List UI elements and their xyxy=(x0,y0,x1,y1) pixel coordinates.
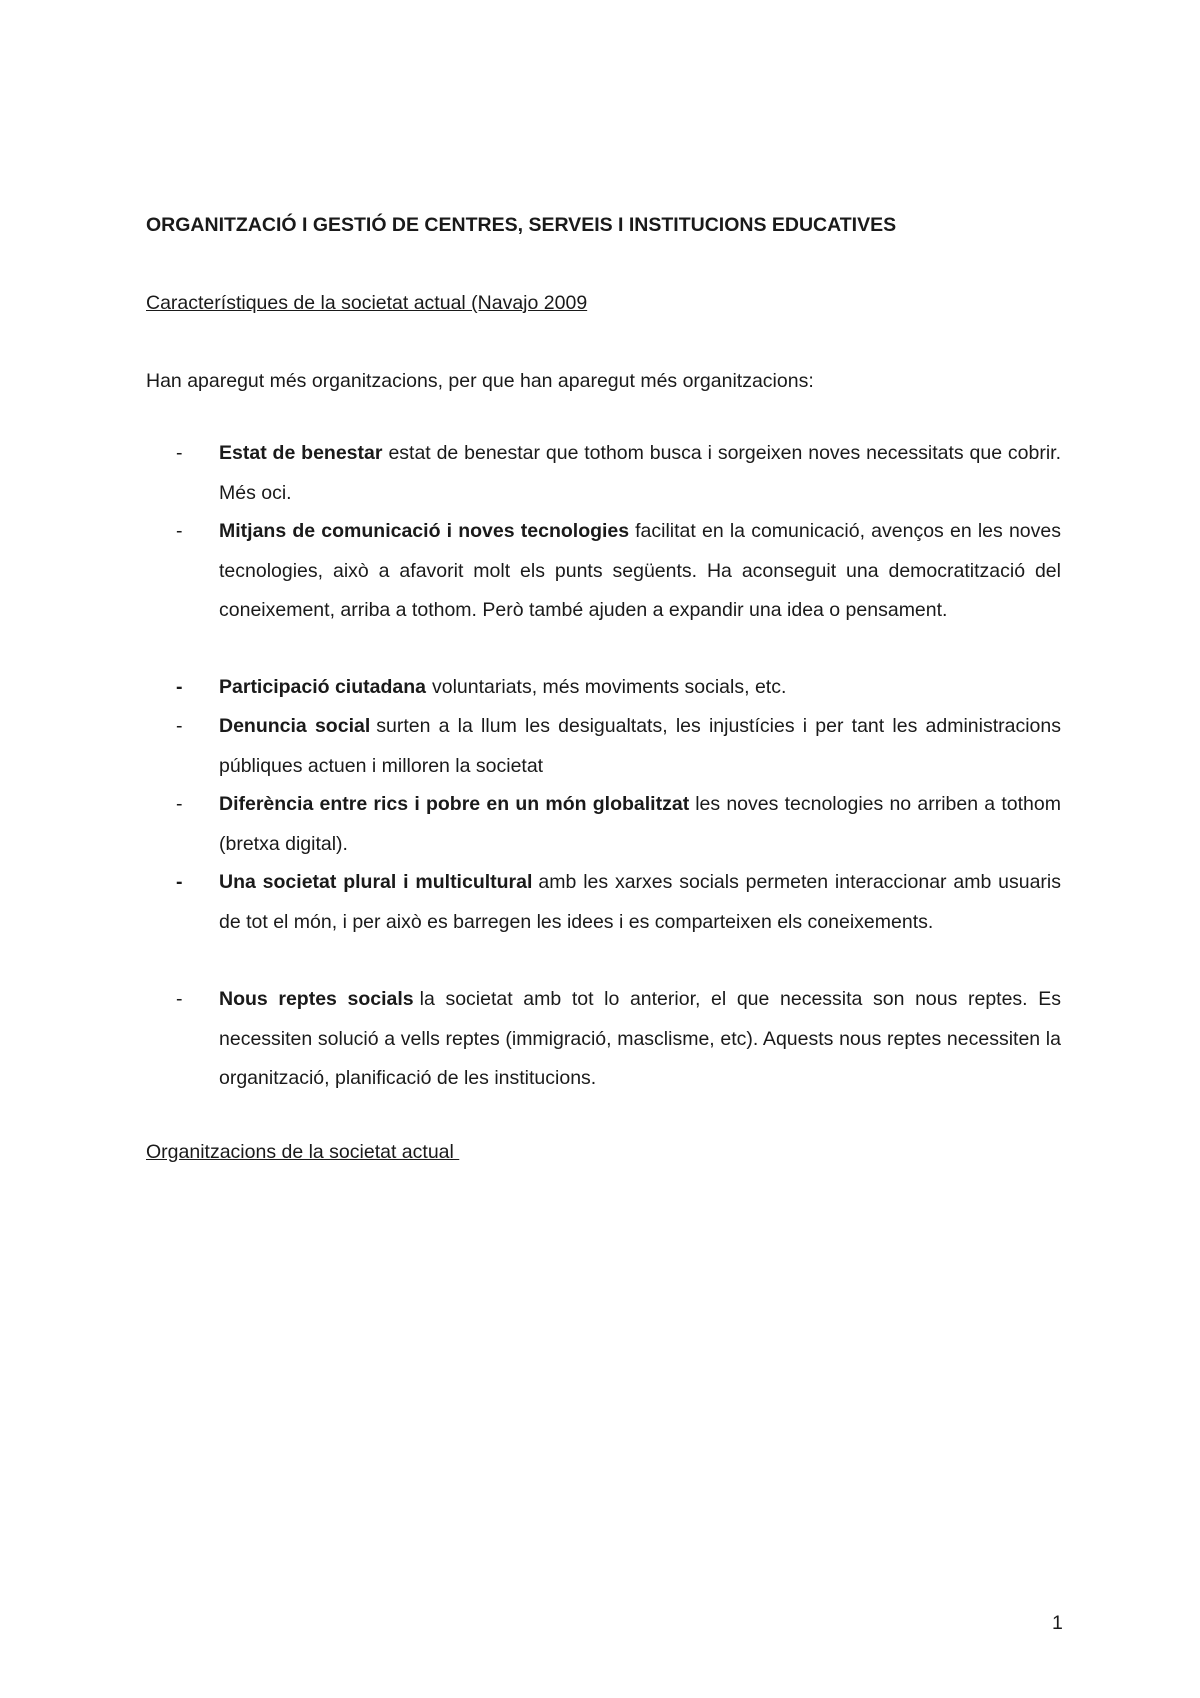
list-item-term: Participació ciutadana xyxy=(219,676,426,698)
page-number: 1 xyxy=(1052,1612,1063,1634)
bullet-dash: - xyxy=(176,442,183,464)
list-item-text xyxy=(219,434,1061,513)
list-item-description: voluntariats, més moviments socials, etc. xyxy=(432,676,787,698)
list-item-term: Mitjans de comunicació i noves tecnologies xyxy=(219,520,630,542)
list-item-text xyxy=(219,512,1061,630)
list-item-text xyxy=(219,668,1061,708)
section-heading-characteristics: Característiques de la societat actual (Navajo 2009 xyxy=(146,292,588,314)
list-item-description: facilitat en la comunicació, avenços en les noves tecnologies, això a afavorit molt els punts següents. Ha aconseguit una democratització del coneixement, arriba a tothom. Però també ajuden a expandir una idea o pensament. xyxy=(219,520,1061,621)
list-item-description: les noves tecnologies no arriben a tothom (bretxa digital). xyxy=(219,793,1061,855)
list-item-text xyxy=(219,707,1061,786)
list-item-description: estat de benestar que tothom busca i sorgeixen noves necessitats que cobrir. Més oci. xyxy=(219,442,1062,504)
list-item-text xyxy=(219,980,1061,1098)
intro-paragraph: Han aparegut més organitzacions, per que han aparegut més organitzacions: xyxy=(146,370,814,392)
list-item-description: amb les xarxes socials permeten interaccionar amb usuaris de tot el món, i per això es barregen les idees i es comparteixen els coneixements. xyxy=(219,871,1062,933)
bullet-dash: - xyxy=(176,871,183,893)
bullet-dash: - xyxy=(176,988,183,1010)
bullet-dash: - xyxy=(176,520,183,542)
list-item-term: Diferència entre rics i pobre en un món globalitzat xyxy=(219,793,690,815)
list-item-text xyxy=(219,785,1061,864)
section-heading-organizations: Organitzacions de la societat actual xyxy=(146,1141,460,1163)
list-item-description: la societat amb tot lo anterior, el que necessita son nous reptes. Es necessiten solució a vells reptes (immigració, masclisme, etc). Aquests nous reptes necessiten la organització, planificació de les institucions. xyxy=(219,988,1061,1089)
bullet-dash: - xyxy=(176,715,183,737)
list-item-term: Estat de benestar xyxy=(219,442,383,464)
list-item-term: Una societat plural i multicultural xyxy=(219,871,533,893)
list-item-term: Denuncia social xyxy=(219,715,371,737)
bullet-dash: - xyxy=(176,676,183,698)
list-item-term: Nous reptes socials xyxy=(219,988,414,1010)
bullet-dash: - xyxy=(176,793,183,815)
list-item-text xyxy=(219,863,1061,942)
document-title: ORGANITZACIÓ I GESTIÓ DE CENTRES, SERVEIS I INSTITUCIONS EDUCATIVES xyxy=(146,214,897,236)
list-item-description: surten a la llum les desigualtats, les injustícies i per tant les administracions públiques actuen i milloren la societat xyxy=(219,715,1061,777)
